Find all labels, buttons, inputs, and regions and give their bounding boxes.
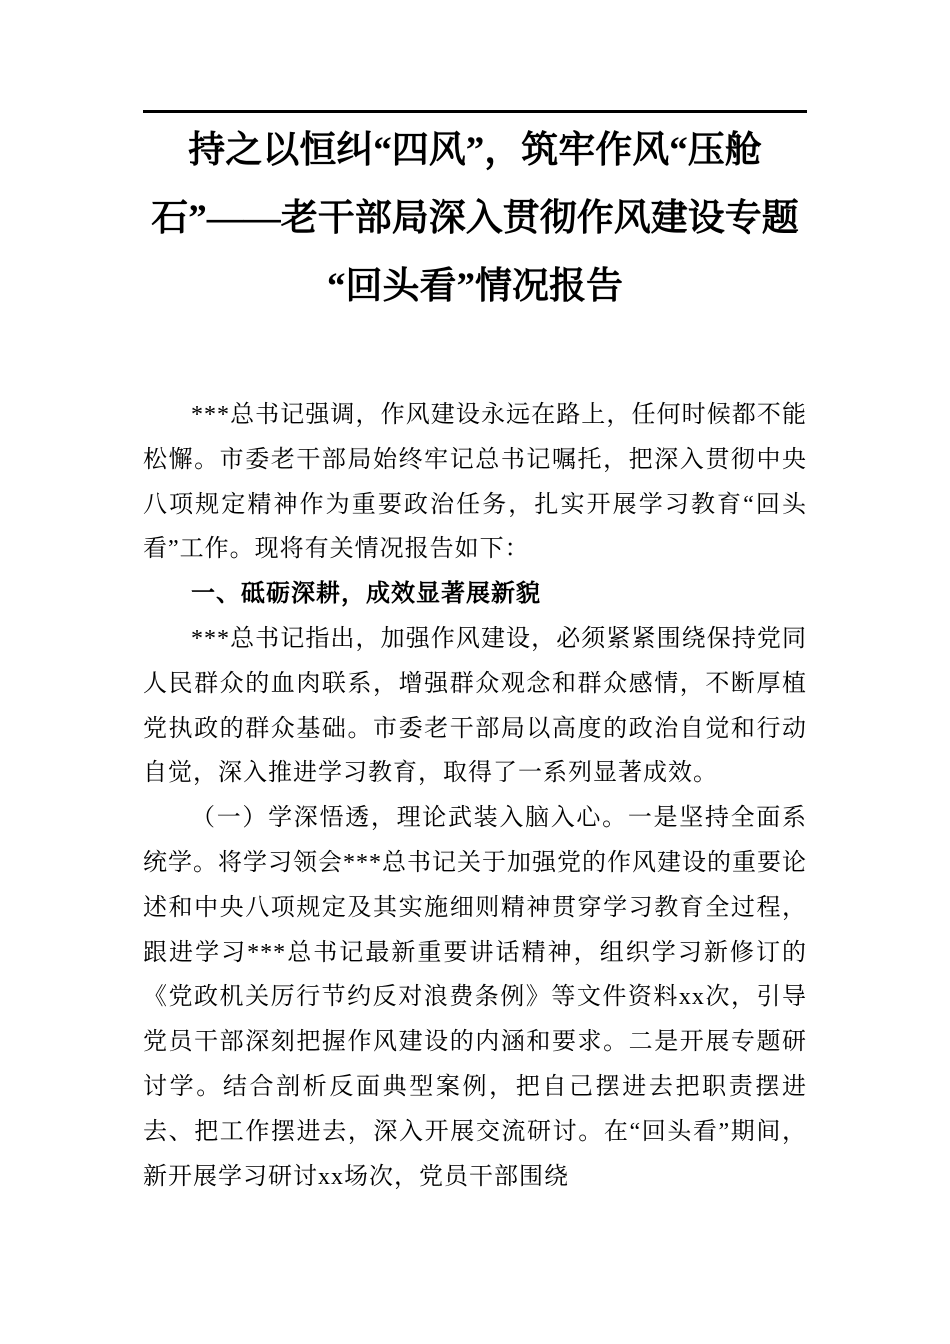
- paragraph-section-1-sub-1: （一）学深悟透，理论武装入脑入心。一是坚持全面系统学。将学习领会***总书记关于加强党的作风建设的重要论述和中央八项规定及其实施细则精神贯穿学习教育全过程，跟进学习***总书记最新重要讲话精神，组织学习新修订的《党政机关厉行节约反对浪费条例》等文件资料xx次，引导党员干部深刻把握作风建设的内涵和要求。二是开展专题研讨学。结合剖析反面典型案例，把自己摆进去把职责摆进去、把工作摆进去，深入开展交流研讨。在“回头看”期间，新开展学习研讨xx场次，党员干部围绕: [143, 805, 807, 1190]
- section-1-heading: 一、砥砺深耕，成效显著展新貌: [191, 580, 541, 608]
- title-divider-line: [143, 110, 807, 113]
- paragraph-section-1-overview: ***总书记指出，加强作风建设，必须紧紧围绕保持党同人民群众的血肉联系，增强群众观念和群众感情，不断厚植党执政的群众基础。市委老干部局以高度的政治自觉和行动自觉，深入推进学习教育，取得了一系列显著成效。: [143, 625, 807, 787]
- title-line-1: 持之以恒纠“四风”，筑牢作风“压舱: [188, 130, 762, 171]
- paragraph-intro: ***总书记强调，作风建设永远在路上，任何时候都不能松懈。市委老干部局始终牢记总书记嘱托，把深入贯彻中央八项规定精神作为重要政治任务，扎实开展学习教育“回头看”工作。现将有关情况报告如下：: [143, 402, 807, 563]
- document-body: [143, 393, 807, 1199]
- title-line-3: “回头看”情况报告: [327, 266, 623, 307]
- document-title: [143, 117, 807, 321]
- title-line-2: 石”——老干部局深入贯彻作风建设专题: [151, 198, 799, 239]
